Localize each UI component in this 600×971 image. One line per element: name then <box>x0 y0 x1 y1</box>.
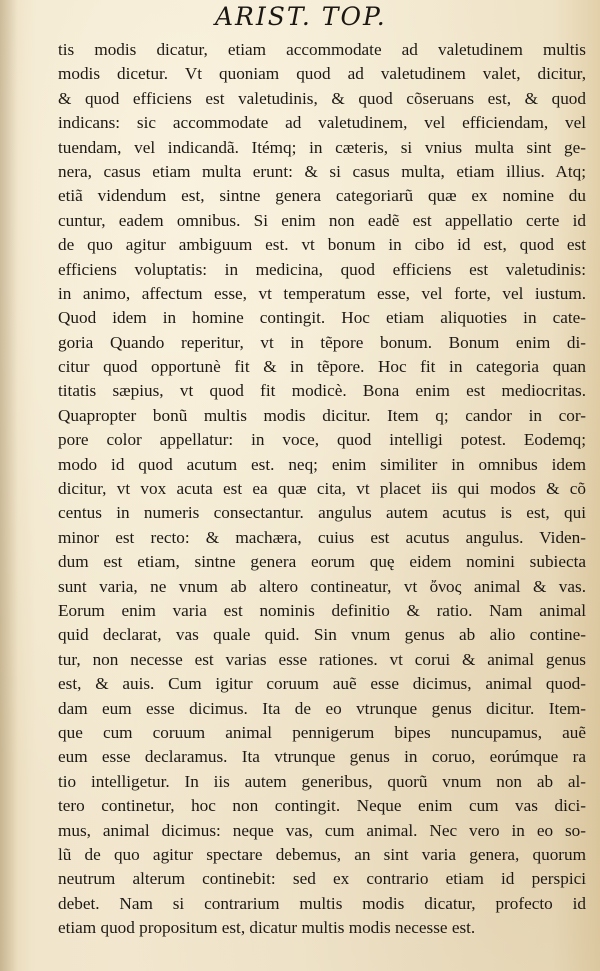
text-line: efficiens voluptatis: in medicina, quod efficiens est valetudinis: <box>58 259 586 279</box>
text-line: pore color appellatur: in voce, quod intelligi potest. Eodemq; <box>58 430 586 450</box>
text-line: que cum coruum animal pennigerum bipes nuncupamus, auẽ <box>58 722 586 742</box>
text-line: indicans: sic accommodate ad valetudinem, vel efficiendam, vel <box>58 113 586 133</box>
text-line: & quod efficiens est valetudinis, & quod cõseruans est, & quod <box>58 88 586 108</box>
text-line: neutrum alterum continebit: sed ex contrario etiam id perspici <box>58 869 586 889</box>
text-line: nera, casus etiam multa erunt: & si casus multa, etiam illius. Atq; <box>58 161 586 181</box>
text-line: cuntur, eadem omnibus. Si enim non eadẽ est appellatio certe id <box>58 210 586 230</box>
text-line: etiam quod propositum est, dicatur multis modis necesse est. <box>58 918 476 938</box>
text-line: Quapropter bonũ multis modis dicitur. Item q; candor in cor- <box>58 405 586 425</box>
running-head: ARIST. TOP. <box>215 2 387 31</box>
text-line: tuendam, vel indicandã. Itémq; in cæteris, si vnius multa sint ge- <box>58 137 586 157</box>
text-line: sunt varia, ne vnum ab altero contineatur, vt ὄνος animal & vas. <box>58 576 586 596</box>
text-line: citur quod opportunè fit & in tẽpore. Hoc fit in categoria quan <box>58 357 586 377</box>
text-line: Quod idem in homine contingit. Hoc etiam aliquoties in cate- <box>58 308 586 328</box>
text-line: tur, non necesse est varias esse rationes. vt corui & animal genus <box>58 649 586 669</box>
text-line: est, & auis. Cum igitur coruum auẽ esse dicimus, animal quod- <box>58 674 586 694</box>
text-line: dicitur, vt vox acuta est ea quæ cita, vt placet iis qui modos & cõ <box>58 479 586 499</box>
gutter-shadow <box>0 0 18 971</box>
text-line: centus in numeris consectantur. angulus autem acutus is est, qui <box>58 503 586 523</box>
text-line: modo id quod acutum est. neq; enim similiter in omnibus idem <box>58 454 586 474</box>
text-line: tio intelligetur. In iis autem generibus, quorũ vnum non ab al- <box>58 771 586 791</box>
text-line: tis modis dicatur, etiam accommodate ad valetudinem multis <box>58 40 586 59</box>
text-line: goria Quando reperitur, vt in tẽpore bonum. Bonum enim di- <box>58 332 586 352</box>
text-line: mus, animal dicimus: neque vas, cum animal. Nec vero in eo so- <box>58 820 586 840</box>
text-line: titatis sæpius, vt quod fit modicè. Bona enim est mediocritas. <box>58 381 586 401</box>
text-line: dum est etiam, sintne genera eorum quę eidem nomini subiecta <box>58 552 586 572</box>
text-line: de quo agitur ambiguum est. vt bonum in cibo id est, quod est <box>58 235 586 255</box>
text-line: debet. Nam si contrarium multis modis dicatur, profecto id <box>58 893 586 913</box>
text-line: eum esse declaramus. Ita vtrunque genus in coruo, eorúmque ra <box>58 747 586 767</box>
text-line: Eorum enim varia est nominis definitio & ratio. Nam animal <box>58 600 586 620</box>
text-line: etiã videndum est, sintne genera categoriarũ quæ ex nomine du <box>58 186 586 206</box>
text-line: modis dicetur. Vt quoniam quod ad valetudinem valet, dicitur, <box>58 64 586 84</box>
text-line: minor est recto: & machæra, cuius est acutus angulus. Viden- <box>58 527 586 547</box>
text-line: tero continetur, hoc non contingit. Neque enim cum vas dici- <box>58 796 586 816</box>
text-line: quid declarat, vas quale quid. Sin vnum genus ab alio contine- <box>58 625 586 645</box>
body-text <box>58 38 586 940</box>
text-line: dam eum esse dicimus. Ita de eo vtrunque genus dicitur. Item- <box>58 698 586 718</box>
text-line: lũ de quo agitur spectare debemus, an sint varia genera, quorum <box>58 844 586 864</box>
text-line: in animo, affectum esse, vt temperatum esse, vel forte, vel iustum. <box>58 283 586 303</box>
